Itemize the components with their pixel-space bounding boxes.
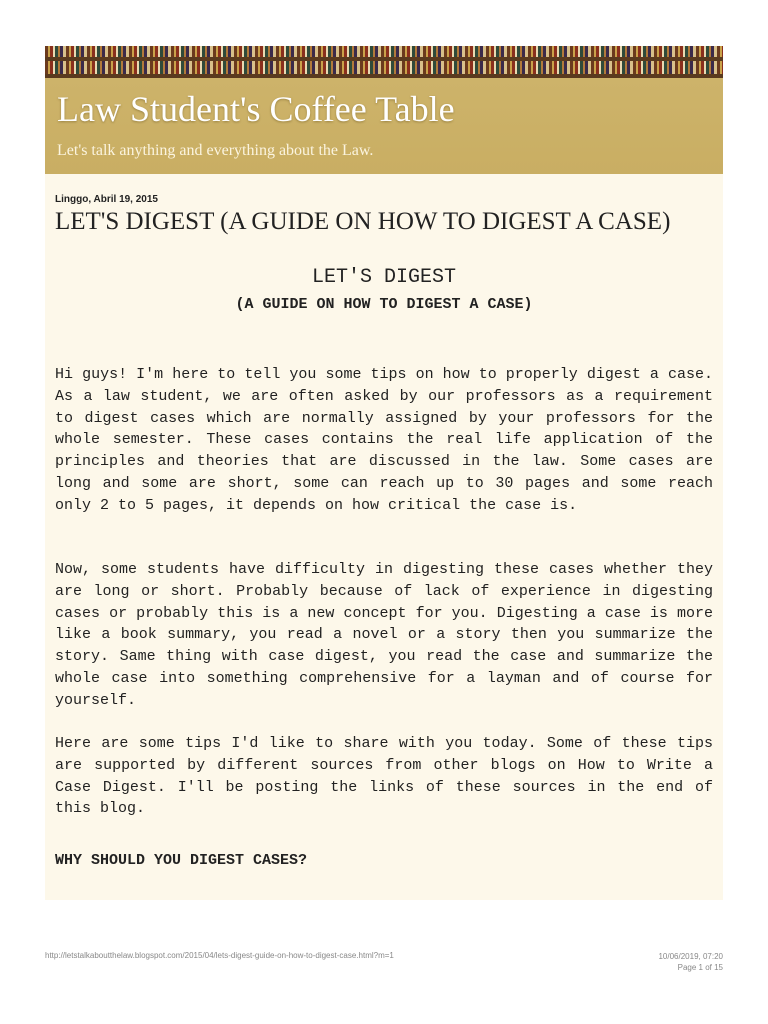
footer-page-number: Page 1 of 15	[677, 963, 723, 972]
document-subheading: (A GUIDE ON HOW TO DIGEST A CASE)	[235, 296, 533, 313]
blog-title-link[interactable]: Law Student's Coffee Table	[57, 89, 455, 129]
post-paragraph: Hi guys! I'm here to tell you some tips on how to properly digest a case. As a law student, we are often asked by our professors as a requirement to digest cases which are normally assigned by your professors for the whole semester. These cases contains the real life application of the principles and theories that are discussed in the law. Some cases are long and some are short, some can reach up to 30 pages and some reach only 2 to 5 pages, it depends on how critical the case is.	[55, 366, 713, 514]
post-date: Linggo, Abril 19, 2015	[55, 194, 158, 205]
blog-header	[45, 78, 723, 174]
post-paragraph: Here are some tips I'd like to share with you today. Some of these tips are supported by different sources from other blogs on How to Write a Case Digest. I'll be posting the links of these sources in the end of this blog.	[55, 735, 713, 818]
shelf-board	[45, 57, 723, 61]
blog-page	[45, 46, 723, 900]
post-title: LET'S DIGEST (A GUIDE ON HOW TO DIGEST A CASE)	[55, 208, 671, 235]
footer-url: http://letstalkaboutthelaw.blogspot.com/2015/04/lets-digest-guide-on-how-to-digest-case.html?m=1	[45, 951, 394, 960]
document-heading: LET'S DIGEST	[311, 266, 457, 289]
footer-timestamp: 10/06/2019, 07:20	[658, 952, 723, 961]
footer-meta	[658, 951, 723, 973]
section-heading: WHY SHOULD YOU DIGEST CASES?	[55, 852, 308, 869]
post-paragraph: Now, some students have difficulty in digesting these cases whether they are long or short. Probably because of lack of experience in digesting cases or probably this is a new concept for you. Digesting a case is more like a book summary, you read a novel or a story then you summarize the story. Same thing with case digest, you read the case and summarize the whole case into something comprehensive for a layman and of course for yourself.	[55, 561, 713, 709]
blog-tagline: Let's talk anything and everything about the Law.	[57, 142, 374, 159]
bookshelf-banner-image	[45, 46, 723, 78]
